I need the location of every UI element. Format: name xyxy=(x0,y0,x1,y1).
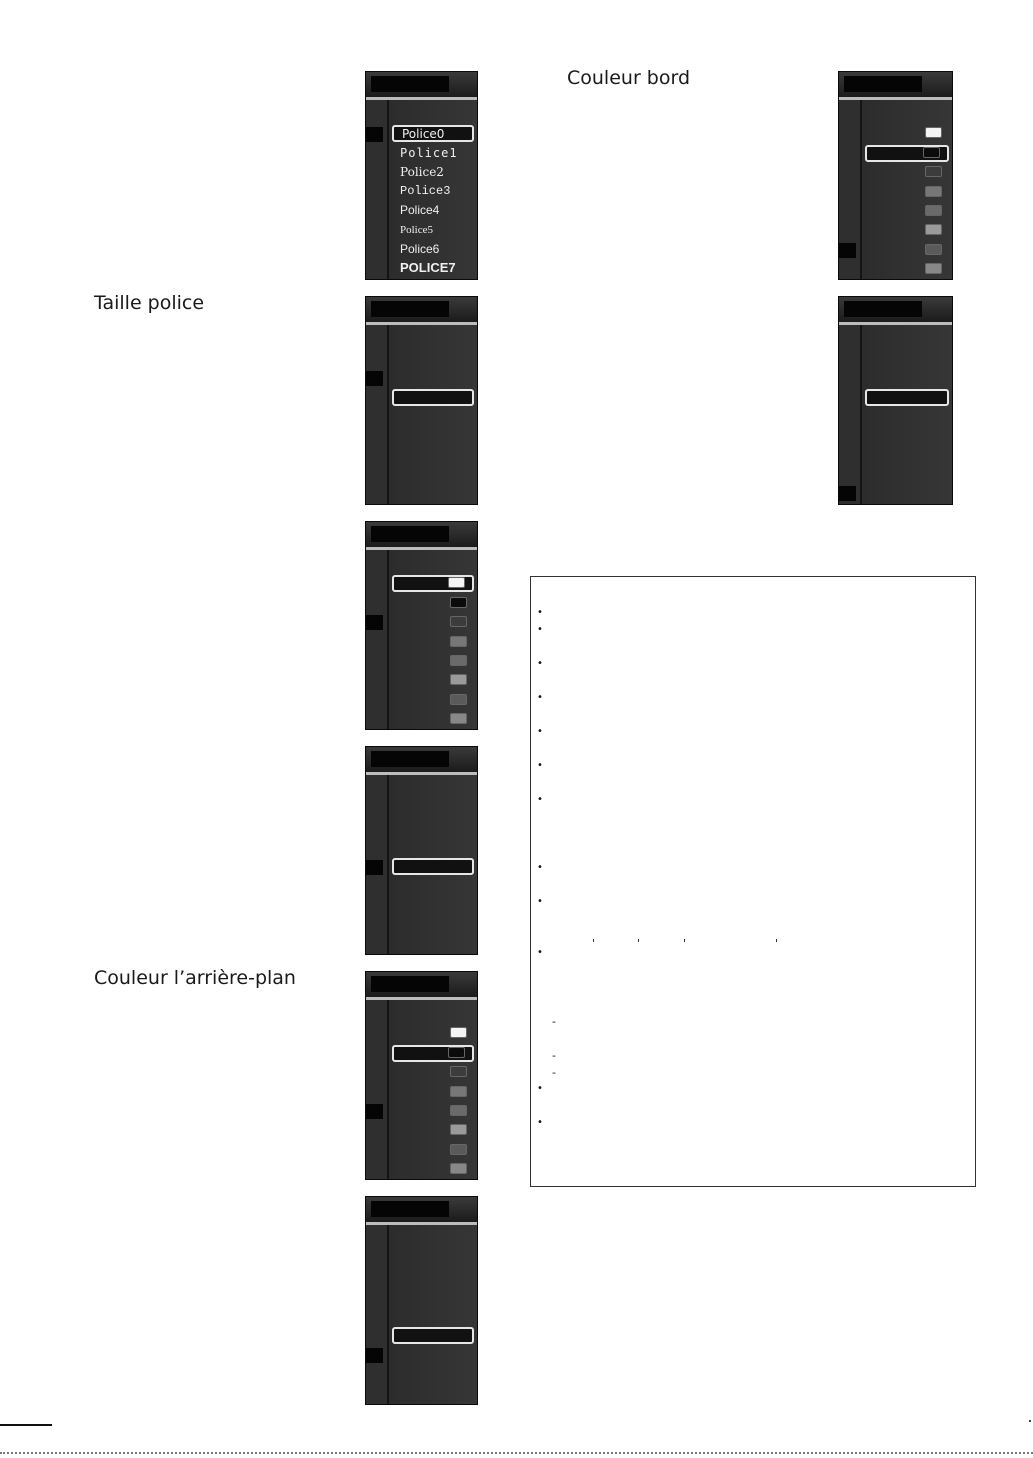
heading-taille-police: Taille police xyxy=(94,292,205,314)
color-swatch xyxy=(450,597,467,608)
color-option[interactable] xyxy=(392,653,474,670)
osd-header xyxy=(366,72,477,97)
bullet-marker: • xyxy=(537,1083,543,1094)
color-swatch xyxy=(450,636,467,647)
notes-box xyxy=(530,576,976,1187)
font-option[interactable] xyxy=(392,223,474,240)
font-option[interactable] xyxy=(392,125,474,142)
osd-text-color-menu xyxy=(365,521,478,730)
font-option-label: Police1 xyxy=(400,146,458,160)
osd-side-column xyxy=(366,1225,389,1404)
osd-font-menu xyxy=(365,71,478,280)
osd-header xyxy=(366,1197,477,1222)
color-option[interactable] xyxy=(392,575,474,592)
font-option[interactable] xyxy=(392,242,474,259)
osd-option-list xyxy=(862,325,952,504)
font-option[interactable] xyxy=(392,184,474,201)
osd-color-list xyxy=(389,550,477,729)
color-option[interactable] xyxy=(865,184,949,201)
font-option-label: POLICE7 xyxy=(400,260,456,275)
osd-side-column xyxy=(366,1000,389,1179)
font-option-label: Police0 xyxy=(402,127,445,141)
footer-rule xyxy=(0,1424,52,1426)
bullet-marker: • xyxy=(537,947,543,958)
osd-background-color-menu xyxy=(365,971,478,1180)
osd-edge-color-menu xyxy=(838,71,953,280)
color-swatch xyxy=(450,1086,467,1097)
color-option[interactable] xyxy=(392,614,474,631)
color-swatch xyxy=(450,1144,467,1155)
color-swatch xyxy=(450,655,467,666)
color-swatch xyxy=(923,147,940,158)
color-option[interactable] xyxy=(392,1045,474,1062)
osd-edge-type-menu xyxy=(838,296,953,505)
color-swatch xyxy=(925,263,942,274)
color-swatch xyxy=(448,1047,465,1058)
color-swatch xyxy=(925,166,942,177)
bullet-marker: • xyxy=(537,692,543,703)
osd-header xyxy=(366,297,477,322)
color-option[interactable] xyxy=(392,711,474,728)
osd-indicator xyxy=(366,1348,383,1363)
color-option[interactable] xyxy=(392,692,474,709)
font-option[interactable] xyxy=(392,203,474,220)
opacity-option[interactable] xyxy=(392,858,474,875)
color-swatch xyxy=(450,713,467,724)
color-swatch xyxy=(450,694,467,705)
color-option[interactable] xyxy=(865,261,949,278)
dash-marker: - xyxy=(552,1015,556,1028)
bullet-marker: • xyxy=(537,607,543,618)
size-option[interactable] xyxy=(392,389,474,406)
osd-option-list xyxy=(389,775,477,954)
font-option-label: Police6 xyxy=(400,242,440,256)
color-option[interactable] xyxy=(392,1142,474,1159)
opacity-option[interactable] xyxy=(392,1327,474,1344)
osd-font-size-menu xyxy=(365,296,478,505)
color-swatch xyxy=(450,1105,467,1116)
dash-marker: - xyxy=(552,1066,556,1079)
font-option[interactable] xyxy=(392,261,474,278)
color-swatch xyxy=(450,1027,467,1038)
color-swatch xyxy=(450,1163,467,1174)
color-swatch xyxy=(450,1066,467,1077)
color-option[interactable] xyxy=(392,595,474,612)
bullet-marker: • xyxy=(537,1117,543,1128)
color-swatch xyxy=(450,616,467,627)
osd-color-list xyxy=(389,1000,477,1179)
osd-option-list xyxy=(389,1225,477,1404)
bullet-marker: • xyxy=(537,862,543,873)
color-option[interactable] xyxy=(392,1122,474,1139)
edge-type-option[interactable] xyxy=(865,389,949,406)
color-swatch xyxy=(925,205,942,216)
font-option-label: Police4 xyxy=(400,203,440,217)
color-option[interactable] xyxy=(392,1064,474,1081)
color-swatch xyxy=(925,186,942,197)
font-option[interactable] xyxy=(392,146,474,163)
osd-indicator xyxy=(366,1104,383,1119)
color-option[interactable] xyxy=(392,634,474,651)
osd-indicator xyxy=(839,243,856,258)
osd-indicator xyxy=(366,860,383,875)
color-swatch xyxy=(450,1124,467,1135)
heading-couleur-arriere-plan: Couleur l’arrière-plan xyxy=(94,967,296,989)
osd-header xyxy=(839,72,952,97)
osd-side-column xyxy=(839,325,862,504)
heading-couleur-bord: Couleur bord xyxy=(567,67,691,89)
bullet-marker: • xyxy=(537,760,543,771)
color-swatch xyxy=(448,577,465,588)
color-option[interactable] xyxy=(865,125,949,142)
osd-header xyxy=(366,522,477,547)
osd-indicator xyxy=(839,486,856,501)
footer-dotted-line xyxy=(0,1452,1033,1454)
font-option-label: Police3 xyxy=(400,184,451,198)
color-option[interactable] xyxy=(392,1161,474,1178)
dash-marker: - xyxy=(552,1049,556,1062)
osd-indicator xyxy=(366,127,383,142)
bullet-marker: • xyxy=(537,658,543,669)
color-option[interactable] xyxy=(865,164,949,181)
osd-color-list xyxy=(862,100,952,279)
color-option[interactable] xyxy=(865,203,949,220)
color-option[interactable] xyxy=(392,1084,474,1101)
color-swatch xyxy=(450,674,467,685)
osd-size-list xyxy=(389,325,477,504)
color-option[interactable] xyxy=(865,145,949,162)
color-swatch xyxy=(925,127,942,138)
osd-indicator xyxy=(366,615,383,630)
bullet-marker: • xyxy=(537,726,543,737)
font-option-label: Police5 xyxy=(400,224,433,236)
osd-text-opacity-menu xyxy=(365,746,478,955)
bullet-marker: • xyxy=(537,624,543,635)
osd-header xyxy=(366,972,477,997)
osd-side-column xyxy=(366,550,389,729)
osd-header xyxy=(839,297,952,322)
osd-font-list xyxy=(389,100,477,279)
osd-header xyxy=(366,747,477,772)
bullet-marker: • xyxy=(537,896,543,907)
bullet-marker: • xyxy=(537,794,543,805)
color-option[interactable] xyxy=(865,222,949,239)
color-option[interactable] xyxy=(392,1103,474,1120)
color-swatch xyxy=(925,244,942,255)
font-option-label: Police2 xyxy=(400,165,444,179)
font-option[interactable] xyxy=(392,165,474,182)
osd-indicator xyxy=(366,371,383,386)
osd-background-opacity-menu xyxy=(365,1196,478,1405)
color-option[interactable] xyxy=(392,1025,474,1042)
color-option[interactable] xyxy=(865,242,949,259)
color-option[interactable] xyxy=(392,672,474,689)
osd-side-column xyxy=(366,325,389,504)
color-swatch xyxy=(925,224,942,235)
